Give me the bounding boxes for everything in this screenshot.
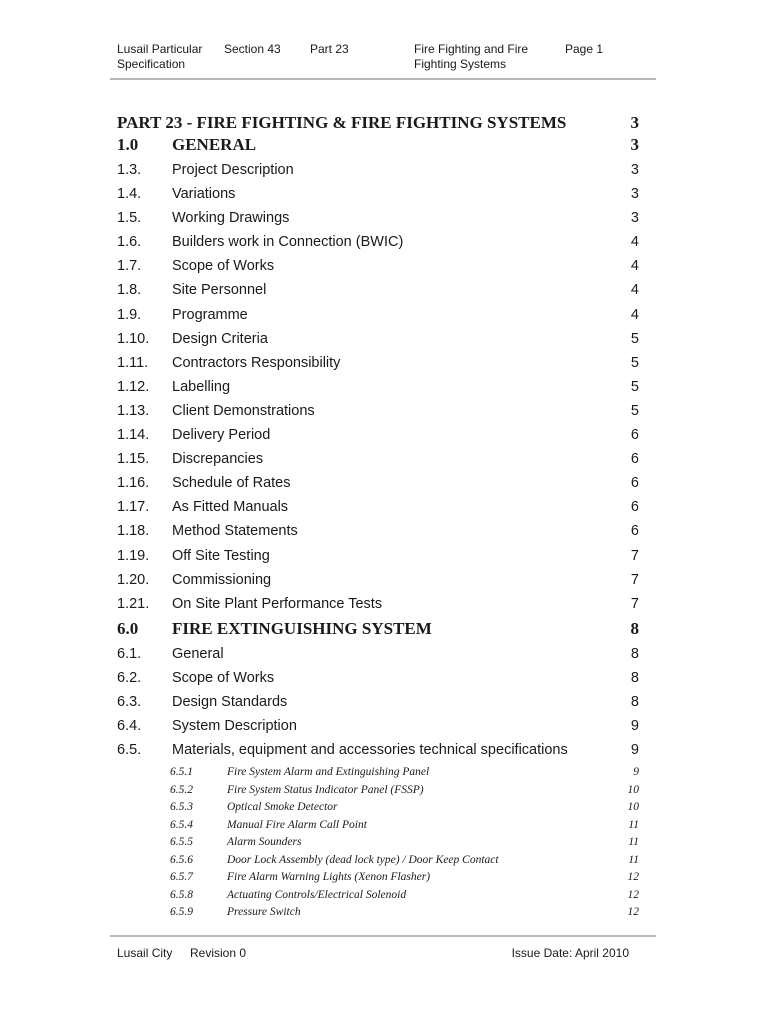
toc-entry-page: 8 — [630, 693, 639, 710]
toc-subentry-page: 10 — [627, 801, 639, 814]
toc-entry[interactable] — [117, 280, 639, 304]
toc-entry-number: 1.13. — [117, 402, 150, 419]
toc-entry-number: 1.6. — [117, 234, 142, 251]
toc-entry[interactable] — [117, 740, 639, 764]
toc-entry-title: Client Demonstrations — [172, 402, 315, 419]
toc-subentry-title: Fire System Alarm and Extinguishing Panel — [227, 766, 430, 779]
toc-entry-title: Materials, equipment and accessories technical specifications — [172, 742, 568, 759]
toc-entry-title: Programme — [172, 306, 248, 323]
toc-section-page: 8 — [630, 618, 639, 638]
footer-revision: Revision 0 — [190, 946, 247, 960]
toc-entry-page: 5 — [630, 330, 639, 347]
toc-entry-page: 3 — [630, 210, 639, 227]
toc-subentry[interactable] — [117, 852, 639, 870]
header-page-number: Page 1 — [565, 42, 604, 56]
toc-entry-title: Off Site Testing — [172, 547, 270, 564]
toc-entry-page: 7 — [630, 547, 639, 564]
toc-section-title: FIRE EXTINGUISHING SYSTEM — [172, 618, 432, 638]
toc-entry-number: 1.5. — [117, 210, 142, 227]
header-document-name-line2: Specification — [117, 57, 186, 71]
toc-subentry[interactable] — [117, 887, 639, 905]
toc-entry-page: 3 — [630, 162, 639, 178]
toc-entry-number: 1.7. — [117, 258, 142, 275]
toc-entry[interactable] — [117, 668, 639, 692]
toc-entry-title: Scope of Works — [172, 669, 275, 686]
toc-entry-title: Design Criteria — [172, 330, 268, 347]
toc-subentry-page: 11 — [628, 836, 639, 849]
toc-entry-page: 6 — [630, 475, 639, 492]
toc-subentry-title: Pressure Switch — [227, 906, 301, 919]
toc-entry-page: 7 — [630, 595, 639, 612]
toc-entry-title: Schedule of Rates — [172, 475, 291, 492]
toc-entry-number: 6.2. — [117, 669, 142, 686]
toc-section-number: 1.0 — [117, 135, 139, 154]
toc-section-number: 6.0 — [117, 618, 139, 638]
footer-issue-date: Issue Date: April 2010 — [511, 946, 629, 960]
toc-entry[interactable] — [117, 256, 639, 280]
toc-entry-number: 6.3. — [117, 693, 142, 710]
toc-entry-title: As Fitted Manuals — [172, 499, 289, 516]
toc-subentry-number: 6.5.7 — [170, 871, 193, 884]
toc-subentry-title: Manual Fire Alarm Call Point — [227, 818, 367, 831]
toc-entry-page: 6 — [630, 499, 639, 516]
toc-subentry-number: 6.5.2 — [170, 783, 193, 796]
toc-entry[interactable] — [117, 401, 639, 425]
toc-entry-title: Method Statements — [172, 523, 298, 540]
toc-entry[interactable] — [117, 570, 639, 594]
toc-subentry-title: Fire System Status Indicator Panel (FSSP) — [227, 783, 424, 796]
toc-entry-title: Commissioning — [172, 571, 272, 588]
toc-entry[interactable] — [117, 208, 639, 232]
toc-entry-page: 8 — [630, 645, 639, 662]
toc-entry-page: 5 — [630, 378, 639, 395]
toc-subentry-title: Door Lock Assembly (dead lock type) / Door Keep Contact — [227, 853, 499, 866]
page-header — [117, 42, 657, 76]
toc-subentry-number: 6.5.5 — [170, 836, 193, 849]
toc-entry-page: 3 — [630, 186, 639, 203]
toc-entry-number: 1.18. — [117, 523, 150, 540]
toc-section-fire-extinguishing[interactable] — [117, 618, 639, 644]
toc-subentry-title: Alarm Sounders — [227, 836, 302, 849]
toc-subentry-title: Fire Alarm Warning Lights (Xenon Flasher) — [227, 871, 431, 884]
toc-entry-number: 1.19. — [117, 547, 150, 564]
toc-subentry[interactable] — [117, 904, 639, 922]
toc-subentry-page: 11 — [628, 818, 639, 831]
toc-entry-number: 1.21. — [117, 595, 150, 612]
toc-entry[interactable] — [117, 232, 639, 256]
toc-entry[interactable] — [117, 160, 639, 184]
toc-entry[interactable] — [117, 644, 639, 668]
toc-entry-number: 6.1. — [117, 645, 142, 662]
toc-entry[interactable] — [117, 449, 639, 473]
toc-entry-page: 6 — [630, 523, 639, 540]
toc-subentry-number: 6.5.9 — [170, 906, 193, 919]
toc-entry-title: Contractors Responsibility — [172, 354, 341, 371]
toc-entry-title: Builders work in Connection (BWIC) — [172, 234, 404, 251]
toc-entry-page: 9 — [630, 742, 639, 759]
page-footer — [117, 946, 637, 962]
toc-entry-page: 4 — [630, 234, 639, 251]
toc-entry-number: 1.16. — [117, 475, 150, 492]
toc-subentry-page: 12 — [627, 871, 639, 884]
toc-entry-title: System Description — [172, 718, 297, 735]
footer-location: Lusail City — [117, 946, 173, 960]
toc-entry-number: 1.14. — [117, 427, 150, 444]
toc-entry-page: 5 — [630, 402, 639, 419]
toc-entry-title: General — [172, 645, 224, 662]
toc-entry-number: 1.3. — [117, 162, 142, 178]
toc-entry-number: 1.8. — [117, 282, 142, 299]
toc-subentry[interactable] — [117, 817, 639, 835]
toc-subentry[interactable] — [117, 782, 639, 800]
toc-subentry-number: 6.5.1 — [170, 766, 193, 779]
toc-part-title: PART 23 - FIRE FIGHTING & FIRE FIGHTING SYSTEMS — [117, 113, 567, 132]
toc-entry-title: Labelling — [172, 378, 231, 395]
toc-subentry-page: 12 — [627, 888, 639, 901]
toc-entry[interactable] — [117, 473, 639, 497]
toc-entry-page: 9 — [630, 718, 639, 735]
toc-entry-page: 5 — [630, 354, 639, 371]
toc-entry-title: Variations — [172, 186, 236, 203]
toc-entry-number: 6.4. — [117, 718, 142, 735]
toc-subentry-page: 11 — [628, 853, 639, 866]
toc-section-title: GENERAL — [172, 135, 257, 154]
toc-entry-title: Design Standards — [172, 693, 288, 710]
toc-entry[interactable] — [117, 329, 639, 353]
toc-entry-title: Delivery Period — [172, 427, 271, 444]
toc-entry-page: 4 — [630, 306, 639, 323]
toc-entry-page: 8 — [630, 669, 639, 686]
toc-subentry-title: Optical Smoke Detector — [227, 801, 338, 814]
toc-subentry[interactable] — [117, 834, 639, 852]
header-section: Section 43 — [224, 42, 281, 56]
header-topic-line2: Fighting Systems — [414, 57, 507, 71]
toc-subentry-number: 6.5.6 — [170, 853, 193, 866]
toc-entry-title: Discrepancies — [172, 451, 264, 468]
toc-entry[interactable] — [117, 497, 639, 521]
toc-entry[interactable] — [117, 305, 639, 329]
toc-entry-title: Project Description — [172, 162, 294, 178]
toc-entry-number: 1.11. — [117, 354, 149, 371]
toc-entry-page: 7 — [630, 571, 639, 588]
toc-entry-number: 1.15. — [117, 451, 150, 468]
toc-subentry-title: Actuating Controls/Electrical Solenoid — [227, 888, 407, 901]
toc-subentry[interactable] — [117, 764, 639, 782]
toc-entry-title: Scope of Works — [172, 258, 275, 275]
header-document-name-line1: Lusail Particular — [117, 42, 203, 56]
footer-divider — [110, 935, 656, 937]
header-topic-line1: Fire Fighting and Fire — [414, 42, 529, 56]
toc-subentry-page: 9 — [633, 766, 639, 779]
toc-entry-page: 4 — [630, 258, 639, 275]
toc-entry-number: 1.10. — [117, 330, 150, 347]
header-divider — [110, 78, 656, 80]
table-of-contents — [117, 112, 639, 922]
toc-entry-title: On Site Plant Performance Tests — [172, 595, 383, 612]
toc-subentry-page: 10 — [627, 783, 639, 796]
toc-entry[interactable] — [117, 546, 639, 570]
toc-entry-number: 1.4. — [117, 186, 142, 203]
toc-subentry-page: 12 — [627, 906, 639, 919]
toc-part-page: 3 — [630, 113, 639, 132]
toc-entry-number: 1.9. — [117, 306, 142, 323]
toc-entry-number: 1.20. — [117, 571, 150, 588]
toc-entry-number: 1.17. — [117, 499, 150, 516]
toc-entry[interactable] — [117, 377, 639, 401]
toc-subentry[interactable] — [117, 799, 639, 817]
header-part: Part 23 — [310, 42, 349, 56]
toc-subentry-number: 6.5.3 — [170, 801, 193, 814]
toc-entry[interactable] — [117, 521, 639, 545]
toc-subentry-number: 6.5.4 — [170, 818, 193, 831]
toc-subentry-number: 6.5.8 — [170, 888, 193, 901]
toc-entry-number: 6.5. — [117, 742, 142, 759]
toc-part-heading[interactable] — [117, 112, 639, 134]
toc-subentry[interactable] — [117, 869, 639, 887]
toc-entry[interactable] — [117, 425, 639, 449]
toc-section-page: 3 — [630, 135, 639, 154]
toc-entry-title: Site Personnel — [172, 282, 267, 299]
toc-entry[interactable] — [117, 594, 639, 618]
toc-entry[interactable] — [117, 353, 639, 377]
toc-entry[interactable] — [117, 692, 639, 716]
toc-entry-number: 1.12. — [117, 378, 150, 395]
toc-entry-page: 4 — [630, 282, 639, 299]
toc-entry-page: 6 — [630, 427, 639, 444]
toc-entry-page: 6 — [630, 451, 639, 468]
toc-entry-title: Working Drawings — [172, 210, 290, 227]
toc-entry[interactable] — [117, 184, 639, 208]
toc-entry[interactable] — [117, 716, 639, 740]
toc-section-general[interactable] — [117, 134, 639, 160]
